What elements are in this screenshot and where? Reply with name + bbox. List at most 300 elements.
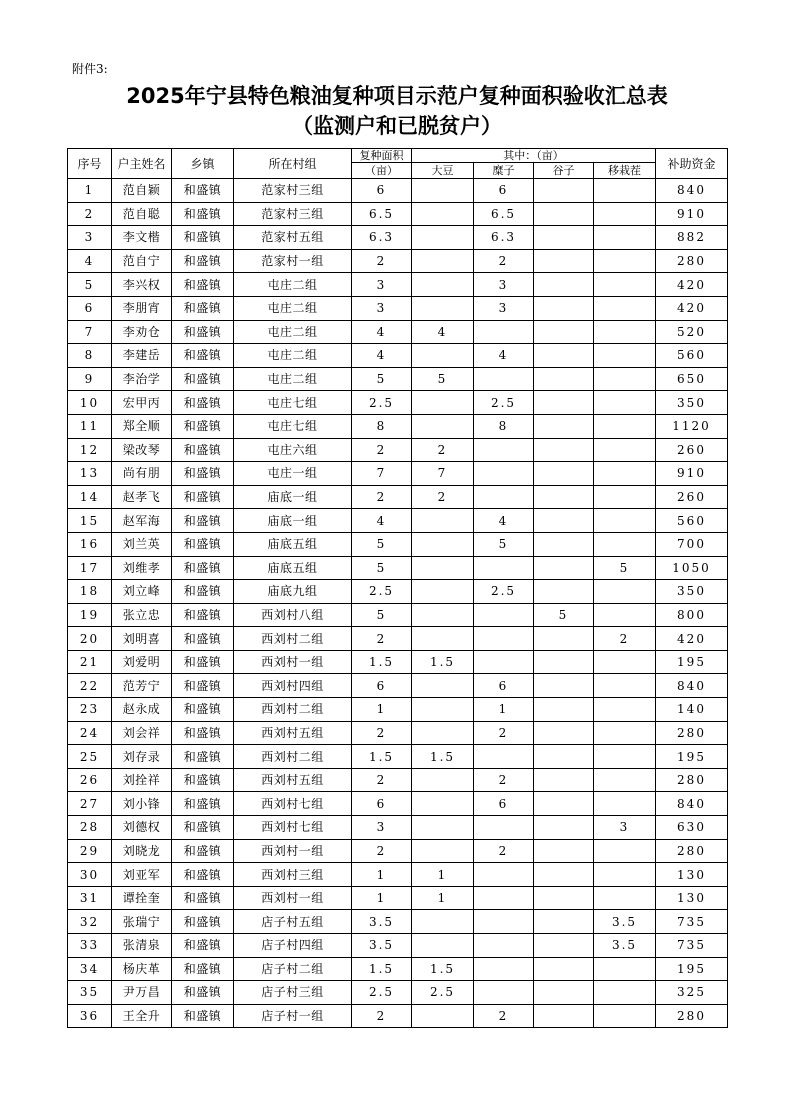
cell-subsidy: 840 <box>656 674 728 698</box>
cell-transplant <box>594 462 656 486</box>
cell-village: 范家村三组 <box>234 179 352 203</box>
cell-village: 范家村一组 <box>234 249 352 273</box>
cell-transplant <box>594 957 656 981</box>
table-row <box>68 886 728 910</box>
cell-grain <box>534 296 594 320</box>
table-row <box>68 556 728 580</box>
cell-name: 王全升 <box>112 1004 172 1028</box>
cell-millet: 2 <box>474 249 534 273</box>
cell-soybean: 5 <box>412 367 474 391</box>
cell-area: 1 <box>352 698 412 722</box>
cell-village: 店子村二组 <box>234 957 352 981</box>
header-town: 乡镇 <box>172 149 234 179</box>
cell-subsidy: 260 <box>656 485 728 509</box>
cell-millet: 2.5 <box>474 391 534 415</box>
cell-millet <box>474 910 534 934</box>
cell-transplant <box>594 179 656 203</box>
cell-grain <box>534 414 594 438</box>
cell-millet <box>474 485 534 509</box>
cell-grain <box>534 957 594 981</box>
cell-grain <box>534 674 594 698</box>
cell-grain <box>534 226 594 250</box>
cell-town: 和盛镇 <box>172 698 234 722</box>
cell-village: 屯庄二组 <box>234 344 352 368</box>
cell-millet <box>474 603 534 627</box>
cell-subsidy: 1120 <box>656 414 728 438</box>
cell-subsidy: 195 <box>656 745 728 769</box>
cell-seq: 27 <box>68 792 112 816</box>
cell-name: 刘明喜 <box>112 627 172 651</box>
cell-town: 和盛镇 <box>172 556 234 580</box>
cell-town: 和盛镇 <box>172 768 234 792</box>
cell-area: 1.5 <box>352 957 412 981</box>
cell-village: 西刘村五组 <box>234 768 352 792</box>
cell-town: 和盛镇 <box>172 226 234 250</box>
cell-subsidy: 735 <box>656 934 728 958</box>
cell-grain <box>534 768 594 792</box>
cell-millet: 5 <box>474 532 534 556</box>
cell-area: 8 <box>352 414 412 438</box>
cell-grain <box>534 863 594 887</box>
cell-millet <box>474 745 534 769</box>
cell-transplant <box>594 509 656 533</box>
cell-village: 庙底一组 <box>234 485 352 509</box>
cell-area: 3.5 <box>352 910 412 934</box>
cell-transplant <box>594 414 656 438</box>
cell-area: 3 <box>352 273 412 297</box>
cell-name: 范自聪 <box>112 202 172 226</box>
cell-village: 屯庄二组 <box>234 296 352 320</box>
cell-subsidy: 910 <box>656 462 728 486</box>
cell-subsidy: 700 <box>656 532 728 556</box>
cell-millet: 2 <box>474 721 534 745</box>
cell-millet: 3 <box>474 296 534 320</box>
cell-subsidy: 560 <box>656 509 728 533</box>
cell-town: 和盛镇 <box>172 485 234 509</box>
table-row <box>68 792 728 816</box>
cell-transplant <box>594 721 656 745</box>
cell-grain <box>534 650 594 674</box>
cell-grain: 5 <box>534 603 594 627</box>
table-row <box>68 957 728 981</box>
cell-area: 5 <box>352 367 412 391</box>
cell-name: 李文楷 <box>112 226 172 250</box>
cell-subsidy: 420 <box>656 627 728 651</box>
cell-soybean: 2 <box>412 438 474 462</box>
cell-seq: 13 <box>68 462 112 486</box>
cell-area: 2 <box>352 839 412 863</box>
cell-grain <box>534 981 594 1005</box>
cell-soybean <box>412 249 474 273</box>
cell-seq: 21 <box>68 650 112 674</box>
cell-village: 西刘村七组 <box>234 792 352 816</box>
cell-seq: 26 <box>68 768 112 792</box>
cell-area: 4 <box>352 509 412 533</box>
cell-subsidy: 910 <box>656 202 728 226</box>
cell-town: 和盛镇 <box>172 249 234 273</box>
table-row <box>68 179 728 203</box>
cell-grain <box>534 485 594 509</box>
cell-millet: 6 <box>474 674 534 698</box>
cell-seq: 7 <box>68 320 112 344</box>
cell-town: 和盛镇 <box>172 367 234 391</box>
cell-area: 2.5 <box>352 580 412 604</box>
cell-town: 和盛镇 <box>172 721 234 745</box>
cell-transplant: 3.5 <box>594 934 656 958</box>
cell-transplant: 2 <box>594 627 656 651</box>
cell-town: 和盛镇 <box>172 745 234 769</box>
cell-soybean: 2.5 <box>412 981 474 1005</box>
table-body <box>68 179 728 1028</box>
cell-village: 店子村四组 <box>234 934 352 958</box>
cell-transplant: 3 <box>594 816 656 840</box>
cell-village: 庙底一组 <box>234 509 352 533</box>
cell-village: 西刘村五组 <box>234 721 352 745</box>
cell-area: 4 <box>352 344 412 368</box>
cell-transplant <box>594 391 656 415</box>
cell-seq: 20 <box>68 627 112 651</box>
cell-name: 张立忠 <box>112 603 172 627</box>
cell-millet <box>474 863 534 887</box>
table-row <box>68 1004 728 1028</box>
cell-soybean <box>412 768 474 792</box>
cell-village: 店子村三组 <box>234 981 352 1005</box>
cell-town: 和盛镇 <box>172 957 234 981</box>
cell-millet <box>474 320 534 344</box>
cell-village: 店子村一组 <box>234 1004 352 1028</box>
cell-transplant <box>594 485 656 509</box>
table-row <box>68 344 728 368</box>
cell-grain <box>534 320 594 344</box>
cell-soybean <box>412 414 474 438</box>
cell-millet: 4 <box>474 344 534 368</box>
cell-subsidy: 882 <box>656 226 728 250</box>
cell-millet: 3 <box>474 273 534 297</box>
cell-seq: 15 <box>68 509 112 533</box>
cell-name: 赵军海 <box>112 509 172 533</box>
cell-grain <box>534 792 594 816</box>
cell-soybean: 1.5 <box>412 957 474 981</box>
cell-name: 李建岳 <box>112 344 172 368</box>
cell-soybean <box>412 721 474 745</box>
cell-area: 1 <box>352 886 412 910</box>
header-seq: 序号 <box>68 149 112 179</box>
cell-soybean <box>412 674 474 698</box>
table-row <box>68 721 728 745</box>
cell-village: 屯庄七组 <box>234 391 352 415</box>
cell-soybean <box>412 226 474 250</box>
header-transplant: 移栽茬 <box>594 163 656 179</box>
cell-millet <box>474 367 534 391</box>
table-row <box>68 839 728 863</box>
cell-village: 西刘村三组 <box>234 863 352 887</box>
table-row <box>68 863 728 887</box>
table-row <box>68 910 728 934</box>
cell-millet: 2 <box>474 839 534 863</box>
cell-subsidy: 1050 <box>656 556 728 580</box>
summary-table <box>67 148 728 1028</box>
cell-name: 刘德权 <box>112 816 172 840</box>
cell-transplant <box>594 202 656 226</box>
cell-millet: 6 <box>474 179 534 203</box>
cell-transplant <box>594 344 656 368</box>
cell-grain <box>534 509 594 533</box>
cell-transplant <box>594 580 656 604</box>
cell-village: 西刘村二组 <box>234 745 352 769</box>
table-row <box>68 273 728 297</box>
header-soybean: 大豆 <box>412 163 474 179</box>
cell-seq: 22 <box>68 674 112 698</box>
cell-town: 和盛镇 <box>172 438 234 462</box>
table-row <box>68 414 728 438</box>
cell-town: 和盛镇 <box>172 816 234 840</box>
cell-area: 5 <box>352 532 412 556</box>
cell-village: 店子村五组 <box>234 910 352 934</box>
table-row <box>68 580 728 604</box>
cell-village: 西刘村八组 <box>234 603 352 627</box>
cell-area: 5 <box>352 603 412 627</box>
cell-grain <box>534 816 594 840</box>
cell-area: 2 <box>352 438 412 462</box>
cell-subsidy: 140 <box>656 698 728 722</box>
cell-transplant <box>594 863 656 887</box>
cell-millet: 6 <box>474 792 534 816</box>
cell-town: 和盛镇 <box>172 344 234 368</box>
cell-name: 刘维孝 <box>112 556 172 580</box>
header-grain: 谷子 <box>534 163 594 179</box>
cell-grain <box>534 1004 594 1028</box>
cell-town: 和盛镇 <box>172 509 234 533</box>
cell-soybean: 1.5 <box>412 745 474 769</box>
cell-millet <box>474 650 534 674</box>
cell-transplant <box>594 886 656 910</box>
table-row <box>68 532 728 556</box>
cell-name: 范自颖 <box>112 179 172 203</box>
cell-grain <box>534 367 594 391</box>
cell-seq: 31 <box>68 886 112 910</box>
cell-grain <box>534 580 594 604</box>
cell-grain <box>534 202 594 226</box>
cell-seq: 24 <box>68 721 112 745</box>
cell-town: 和盛镇 <box>172 650 234 674</box>
cell-area: 6.3 <box>352 226 412 250</box>
cell-town: 和盛镇 <box>172 580 234 604</box>
cell-seq: 12 <box>68 438 112 462</box>
cell-town: 和盛镇 <box>172 863 234 887</box>
cell-seq: 2 <box>68 202 112 226</box>
cell-millet: 2 <box>474 1004 534 1028</box>
cell-name: 赵永成 <box>112 698 172 722</box>
cell-soybean <box>412 556 474 580</box>
cell-soybean <box>412 509 474 533</box>
cell-grain <box>534 249 594 273</box>
cell-name: 刘晓龙 <box>112 839 172 863</box>
cell-grain <box>534 438 594 462</box>
cell-transplant <box>594 438 656 462</box>
cell-town: 和盛镇 <box>172 934 234 958</box>
table-row <box>68 745 728 769</box>
cell-town: 和盛镇 <box>172 839 234 863</box>
cell-seq: 5 <box>68 273 112 297</box>
cell-subsidy: 280 <box>656 1004 728 1028</box>
header-area: 复种面积 <box>352 149 412 163</box>
cell-transplant <box>594 273 656 297</box>
cell-subsidy: 325 <box>656 981 728 1005</box>
cell-grain <box>534 745 594 769</box>
cell-area: 2.5 <box>352 391 412 415</box>
cell-grain <box>534 532 594 556</box>
cell-seq: 16 <box>68 532 112 556</box>
cell-name: 杨庆革 <box>112 957 172 981</box>
cell-grain <box>534 934 594 958</box>
cell-grain <box>534 179 594 203</box>
header-name: 户主姓名 <box>112 149 172 179</box>
cell-town: 和盛镇 <box>172 1004 234 1028</box>
cell-town: 和盛镇 <box>172 981 234 1005</box>
cell-subsidy: 195 <box>656 650 728 674</box>
cell-seq: 32 <box>68 910 112 934</box>
cell-seq: 36 <box>68 1004 112 1028</box>
cell-seq: 35 <box>68 981 112 1005</box>
cell-subsidy: 800 <box>656 603 728 627</box>
cell-millet: 6.3 <box>474 226 534 250</box>
table-header <box>68 149 728 179</box>
cell-millet: 4 <box>474 509 534 533</box>
cell-area: 2 <box>352 485 412 509</box>
cell-soybean: 1.5 <box>412 650 474 674</box>
cell-transplant <box>594 650 656 674</box>
cell-grain <box>534 391 594 415</box>
cell-village: 西刘村二组 <box>234 698 352 722</box>
cell-town: 和盛镇 <box>172 674 234 698</box>
cell-soybean <box>412 910 474 934</box>
cell-village: 屯庄二组 <box>234 320 352 344</box>
header-of-which: 其中：（亩） <box>412 149 656 163</box>
table-row <box>68 627 728 651</box>
table-row <box>68 391 728 415</box>
cell-village: 西刘村七组 <box>234 816 352 840</box>
cell-village: 屯庄一组 <box>234 462 352 486</box>
cell-village: 范家村五组 <box>234 226 352 250</box>
cell-grain <box>534 698 594 722</box>
cell-area: 2 <box>352 721 412 745</box>
cell-subsidy: 735 <box>656 910 728 934</box>
cell-town: 和盛镇 <box>172 910 234 934</box>
cell-area: 3.5 <box>352 934 412 958</box>
cell-village: 西刘村一组 <box>234 839 352 863</box>
cell-town: 和盛镇 <box>172 296 234 320</box>
cell-name: 范自宁 <box>112 249 172 273</box>
table-row <box>68 462 728 486</box>
cell-area: 2 <box>352 249 412 273</box>
cell-grain <box>534 462 594 486</box>
cell-town: 和盛镇 <box>172 391 234 415</box>
cell-soybean <box>412 1004 474 1028</box>
cell-area: 3 <box>352 296 412 320</box>
cell-seq: 19 <box>68 603 112 627</box>
table-row <box>68 485 728 509</box>
cell-subsidy: 420 <box>656 296 728 320</box>
cell-seq: 1 <box>68 179 112 203</box>
cell-millet <box>474 462 534 486</box>
table-row <box>68 438 728 462</box>
cell-millet <box>474 981 534 1005</box>
cell-subsidy: 350 <box>656 580 728 604</box>
cell-soybean <box>412 792 474 816</box>
header-area-unit: （亩） <box>352 163 412 179</box>
cell-transplant <box>594 320 656 344</box>
cell-town: 和盛镇 <box>172 202 234 226</box>
table-row <box>68 603 728 627</box>
cell-transplant <box>594 745 656 769</box>
cell-millet <box>474 438 534 462</box>
cell-millet: 1 <box>474 698 534 722</box>
cell-town: 和盛镇 <box>172 414 234 438</box>
cell-subsidy: 630 <box>656 816 728 840</box>
cell-town: 和盛镇 <box>172 462 234 486</box>
table-row <box>68 509 728 533</box>
cell-soybean <box>412 580 474 604</box>
cell-name: 李治学 <box>112 367 172 391</box>
cell-name: 尹万昌 <box>112 981 172 1005</box>
cell-name: 李劝仓 <box>112 320 172 344</box>
cell-seq: 28 <box>68 816 112 840</box>
cell-seq: 6 <box>68 296 112 320</box>
cell-town: 和盛镇 <box>172 603 234 627</box>
cell-transplant <box>594 367 656 391</box>
cell-grain <box>534 273 594 297</box>
header-village: 所在村组 <box>234 149 352 179</box>
cell-name: 刘爱明 <box>112 650 172 674</box>
cell-transplant <box>594 603 656 627</box>
cell-village: 屯庄六组 <box>234 438 352 462</box>
cell-transplant: 3.5 <box>594 910 656 934</box>
table-row <box>68 367 728 391</box>
cell-town: 和盛镇 <box>172 792 234 816</box>
table-row <box>68 698 728 722</box>
cell-town: 和盛镇 <box>172 179 234 203</box>
cell-grain <box>534 556 594 580</box>
cell-town: 和盛镇 <box>172 273 234 297</box>
cell-subsidy: 280 <box>656 839 728 863</box>
cell-area: 6.5 <box>352 202 412 226</box>
cell-name: 刘亚军 <box>112 863 172 887</box>
cell-subsidy: 130 <box>656 886 728 910</box>
cell-transplant: 5 <box>594 556 656 580</box>
cell-subsidy: 350 <box>656 391 728 415</box>
cell-subsidy: 520 <box>656 320 728 344</box>
cell-millet: 2 <box>474 768 534 792</box>
cell-name: 刘兰英 <box>112 532 172 556</box>
cell-grain <box>534 910 594 934</box>
cell-area: 2 <box>352 1004 412 1028</box>
cell-name: 谭拴奎 <box>112 886 172 910</box>
cell-area: 5 <box>352 556 412 580</box>
cell-area: 2 <box>352 768 412 792</box>
cell-name: 赵孝飞 <box>112 485 172 509</box>
cell-seq: 9 <box>68 367 112 391</box>
cell-subsidy: 280 <box>656 721 728 745</box>
cell-area: 1 <box>352 863 412 887</box>
cell-subsidy: 840 <box>656 179 728 203</box>
cell-soybean <box>412 627 474 651</box>
cell-name: 梁改琴 <box>112 438 172 462</box>
cell-name: 刘会祥 <box>112 721 172 745</box>
cell-soybean <box>412 839 474 863</box>
table-row <box>68 674 728 698</box>
table-row <box>68 816 728 840</box>
cell-millet: 8 <box>474 414 534 438</box>
